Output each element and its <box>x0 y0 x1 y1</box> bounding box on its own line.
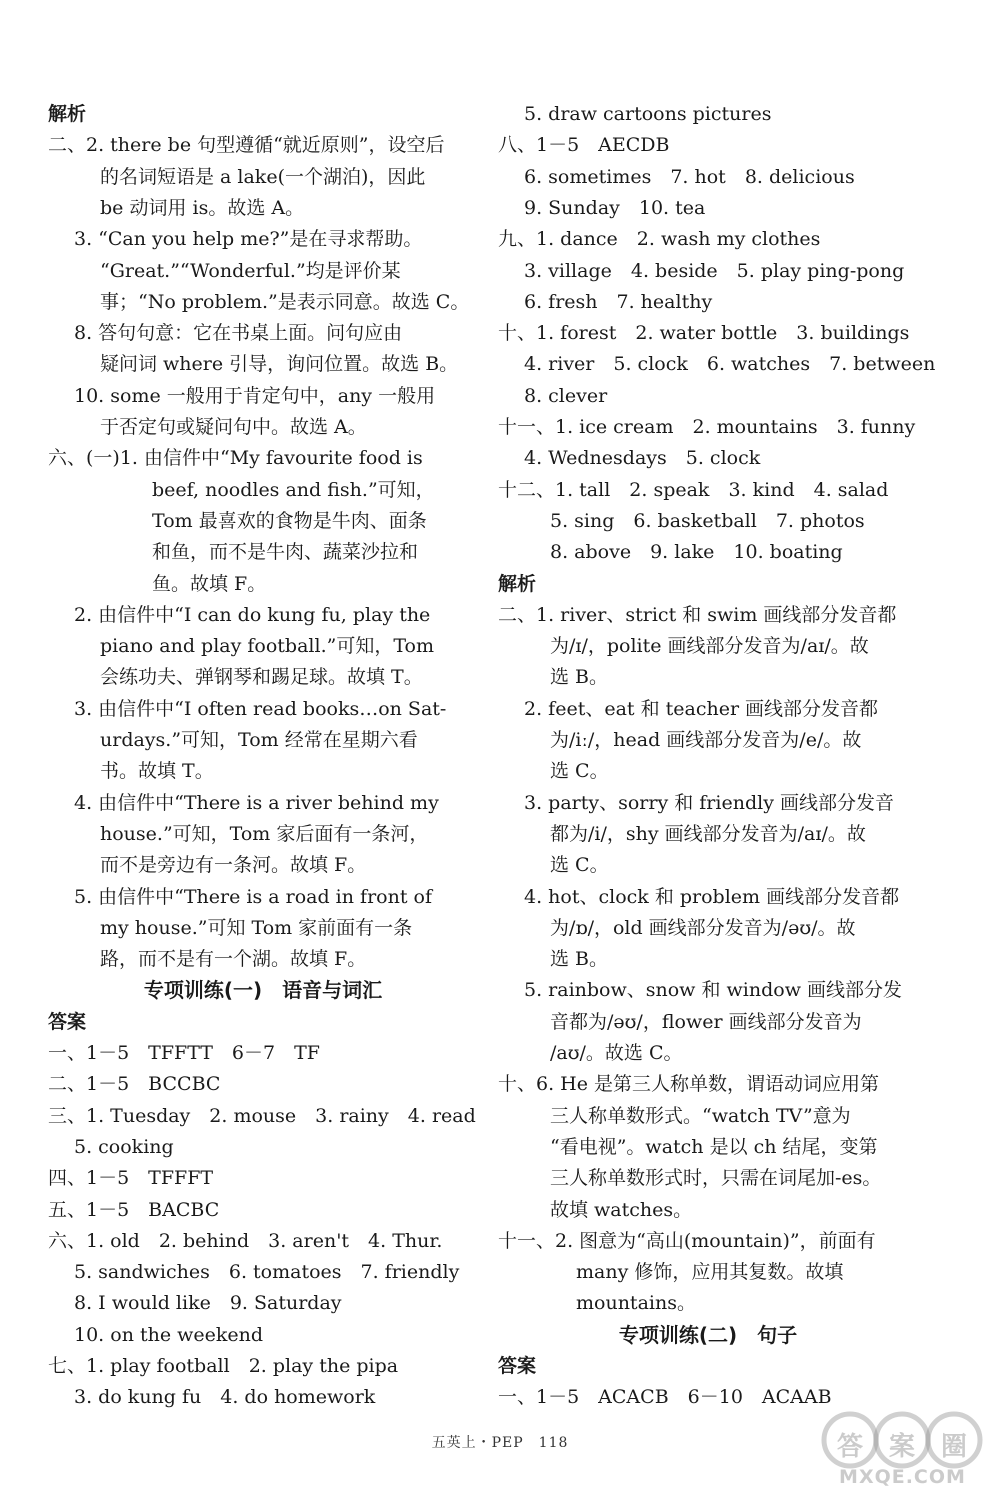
text-line: 十一、2. 图意为“高山(mountain)”，前面有 <box>498 1229 876 1252</box>
text-line: 而不是旁边有一条河。故填 F。 <box>100 854 367 877</box>
text-line: “Great.”“Wonderful.”均是评价某 <box>100 259 401 282</box>
text-line: 4. hot、clock 和 problem 画线部分发音都 <box>524 885 900 908</box>
text-line: 书。故填 T。 <box>100 760 214 783</box>
text-line: 二、1－5 BCCBC <box>48 1073 221 1096</box>
text-line: 故填 watches。 <box>550 1198 693 1221</box>
text-line: 于否定句或疑问句中。故选 A。 <box>100 416 367 438</box>
text-line: 8. I would like 9. Saturday <box>74 1292 342 1315</box>
section-heading: 答案 <box>498 1355 537 1377</box>
text-line: 二、1. river、strict 和 swim 画线部分发音都 <box>498 603 897 626</box>
watermark-logo <box>810 1408 995 1498</box>
watermark-char: 案 <box>889 1432 916 1462</box>
text-line: 5. sandwiches 6. tomatoes 7. friendly <box>74 1261 460 1284</box>
text-line: 三、1. Tuesday 2. mouse 3. rainy 4. read <box>48 1104 476 1127</box>
watermark-char: 圈 <box>941 1432 968 1462</box>
text-line: 三人称单数形式。“watch TV”意为 <box>550 1104 851 1127</box>
text-line: 会练功夫、弹钢琴和踢足球。故填 T。 <box>100 666 423 689</box>
section-heading: 答案 <box>48 1010 87 1033</box>
text-line: 音都为/əʊ/，flower 画线部分发音为 <box>550 1010 862 1033</box>
text-line: house.”可知，Tom 家后面有一条河， <box>100 822 429 845</box>
text-line: 9. Sunday 10. tea <box>524 196 706 219</box>
text-line: “看电视”。watch 是以 ch 结尾，变第 <box>550 1135 878 1158</box>
text-line: 为/iː/，head 画线部分发音为/e/。故 <box>550 729 862 751</box>
text-line: 十二、1. tall 2. speak 3. kind 4. salad <box>498 478 889 501</box>
text-line: 4. Wednesdays 5. clock <box>524 447 761 470</box>
text-line: 十、1. forest 2. water bottle 3. buildings <box>498 322 910 345</box>
text-line: Tom 最喜欢的食物是牛肉、面条 <box>152 509 427 532</box>
text-line: 选 C。 <box>550 760 609 783</box>
text-line: 十一、1. ice cream 2. mountains 3. funny <box>498 416 916 438</box>
text-line: 2. feet、eat 和 teacher 画线部分发音都 <box>524 697 879 720</box>
text-line: my house.”可知 Tom 家前面有一条 <box>100 916 413 939</box>
text-line: 10. some 一般用于肯定句中，any 一般用 <box>74 384 436 407</box>
text-line: many 修饰，应用其复数。故填 <box>576 1261 844 1284</box>
text-line: 3. 由信件中“I often read books…on Sat- <box>74 697 447 720</box>
text-line: 6. sometimes 7. hot 8. delicious <box>524 165 855 188</box>
text-line: 选 C。 <box>550 854 609 877</box>
text-line: 5. sing 6. basketball 7. photos <box>550 509 865 532</box>
text-line: 五、1－5 BACBC <box>48 1198 220 1221</box>
text-line: 九、1. dance 2. wash my clothes <box>498 228 821 251</box>
text-line: 3. do kung fu 4. do homework <box>74 1386 376 1409</box>
page-footer: 五英上・PEP 118 <box>431 1435 569 1451</box>
text-line: 鱼。故填 F。 <box>152 572 267 595</box>
text-line: 5. 由信件中“There is a road in front of <box>74 885 432 908</box>
text-line: 3. party、sorry 和 friendly 画线部分发音 <box>524 791 894 814</box>
text-line: 八、1－5 AECDB <box>498 134 670 157</box>
text-line: 路，而不是有一个湖。故填 F。 <box>100 948 367 971</box>
section-title: 专项训练(一) 语音与词汇 <box>143 978 383 1003</box>
text-line: 为/ɒ/，old 画线部分发音为/əʊ/。故 <box>550 916 856 939</box>
section-title: 专项训练(二) 句子 <box>618 1322 798 1347</box>
section-heading: 解析 <box>48 103 87 125</box>
text-line: /aʊ/。故选 C。 <box>550 1042 683 1064</box>
text-line: 六、(一)1. 由信件中“My favourite food is <box>48 447 423 470</box>
text-line: 都为/i/，shy 画线部分发音为/aɪ/。故 <box>550 822 866 845</box>
text-line: 事；“No problem.”是表示同意。故选 C。 <box>100 290 470 313</box>
text-line: 选 B。 <box>550 666 609 689</box>
text-line: mountains。 <box>576 1292 696 1315</box>
text-line: 6. fresh 7. healthy <box>524 290 713 313</box>
text-line: 四、1－5 TFFFT <box>48 1167 214 1190</box>
text-line: 5. rainbow、snow 和 window 画线部分发 <box>524 979 903 1002</box>
text-line: 一、1－5 ACACB 6－10 ACAAB <box>498 1386 832 1409</box>
text-line: 5. cooking <box>74 1135 174 1158</box>
text-line: 三人称单数形式时，只需在词尾加-es。 <box>550 1167 882 1190</box>
text-line: 一、1－5 TFFTT 6－7 TF <box>48 1042 320 1064</box>
text-line: 2. 由信件中“I can do kung fu, play the <box>74 603 431 626</box>
section-heading: 解析 <box>498 572 537 595</box>
text-line: 8. 答句句意：它在书桌上面。问句应由 <box>74 322 403 345</box>
text-line: 六、1. old 2. behind 3. aren't 4. Thur. <box>48 1229 443 1252</box>
text-line: 二、2. there be 句型遵循“就近原则”，设空后 <box>48 134 445 157</box>
text-line: 3. “Can you help me?”是在寻求帮助。 <box>74 228 423 251</box>
text-line: 8. clever <box>524 384 608 407</box>
text-line: 的名词短语是 a lake(一个湖泊)，因此 <box>100 165 426 188</box>
text-line: piano and play football.”可知，Tom <box>100 635 434 658</box>
text-line: 10. on the weekend <box>74 1323 264 1346</box>
text-line: 4. river 5. clock 6. watches 7. between <box>524 353 936 376</box>
text-line: 十、6. He 是第三人称单数，谓语动词应用第 <box>498 1073 880 1096</box>
text-line: 8. above 9. lake 10. boating <box>550 541 843 564</box>
watermark-site: MXQE.COM <box>839 1466 966 1488</box>
watermark-char: 答 <box>837 1432 864 1462</box>
text-line: 为/ɪ/，polite 画线部分发音为/aɪ/。故 <box>550 635 869 658</box>
text-line: be 动词用 is。故选 A。 <box>100 196 305 219</box>
text-line: 5. draw cartoons pictures <box>524 103 772 125</box>
text-line: 疑问词 where 引导，询问位置。故选 B。 <box>100 353 459 376</box>
text-line: 七、1. play football 2. play the pipa <box>48 1355 399 1377</box>
text-line: beef, noodles and fish.”可知， <box>152 478 435 501</box>
text-line: 3. village 4. beside 5. play ping-pong <box>524 259 905 282</box>
text-line: 4. 由信件中“There is a river behind my <box>74 791 439 814</box>
text-line: urdays.”可知，Tom 经常在星期六看 <box>100 729 418 751</box>
text-line: 和鱼，而不是牛肉、蔬菜沙拉和 <box>152 541 419 564</box>
text-line: 选 B。 <box>550 948 609 971</box>
